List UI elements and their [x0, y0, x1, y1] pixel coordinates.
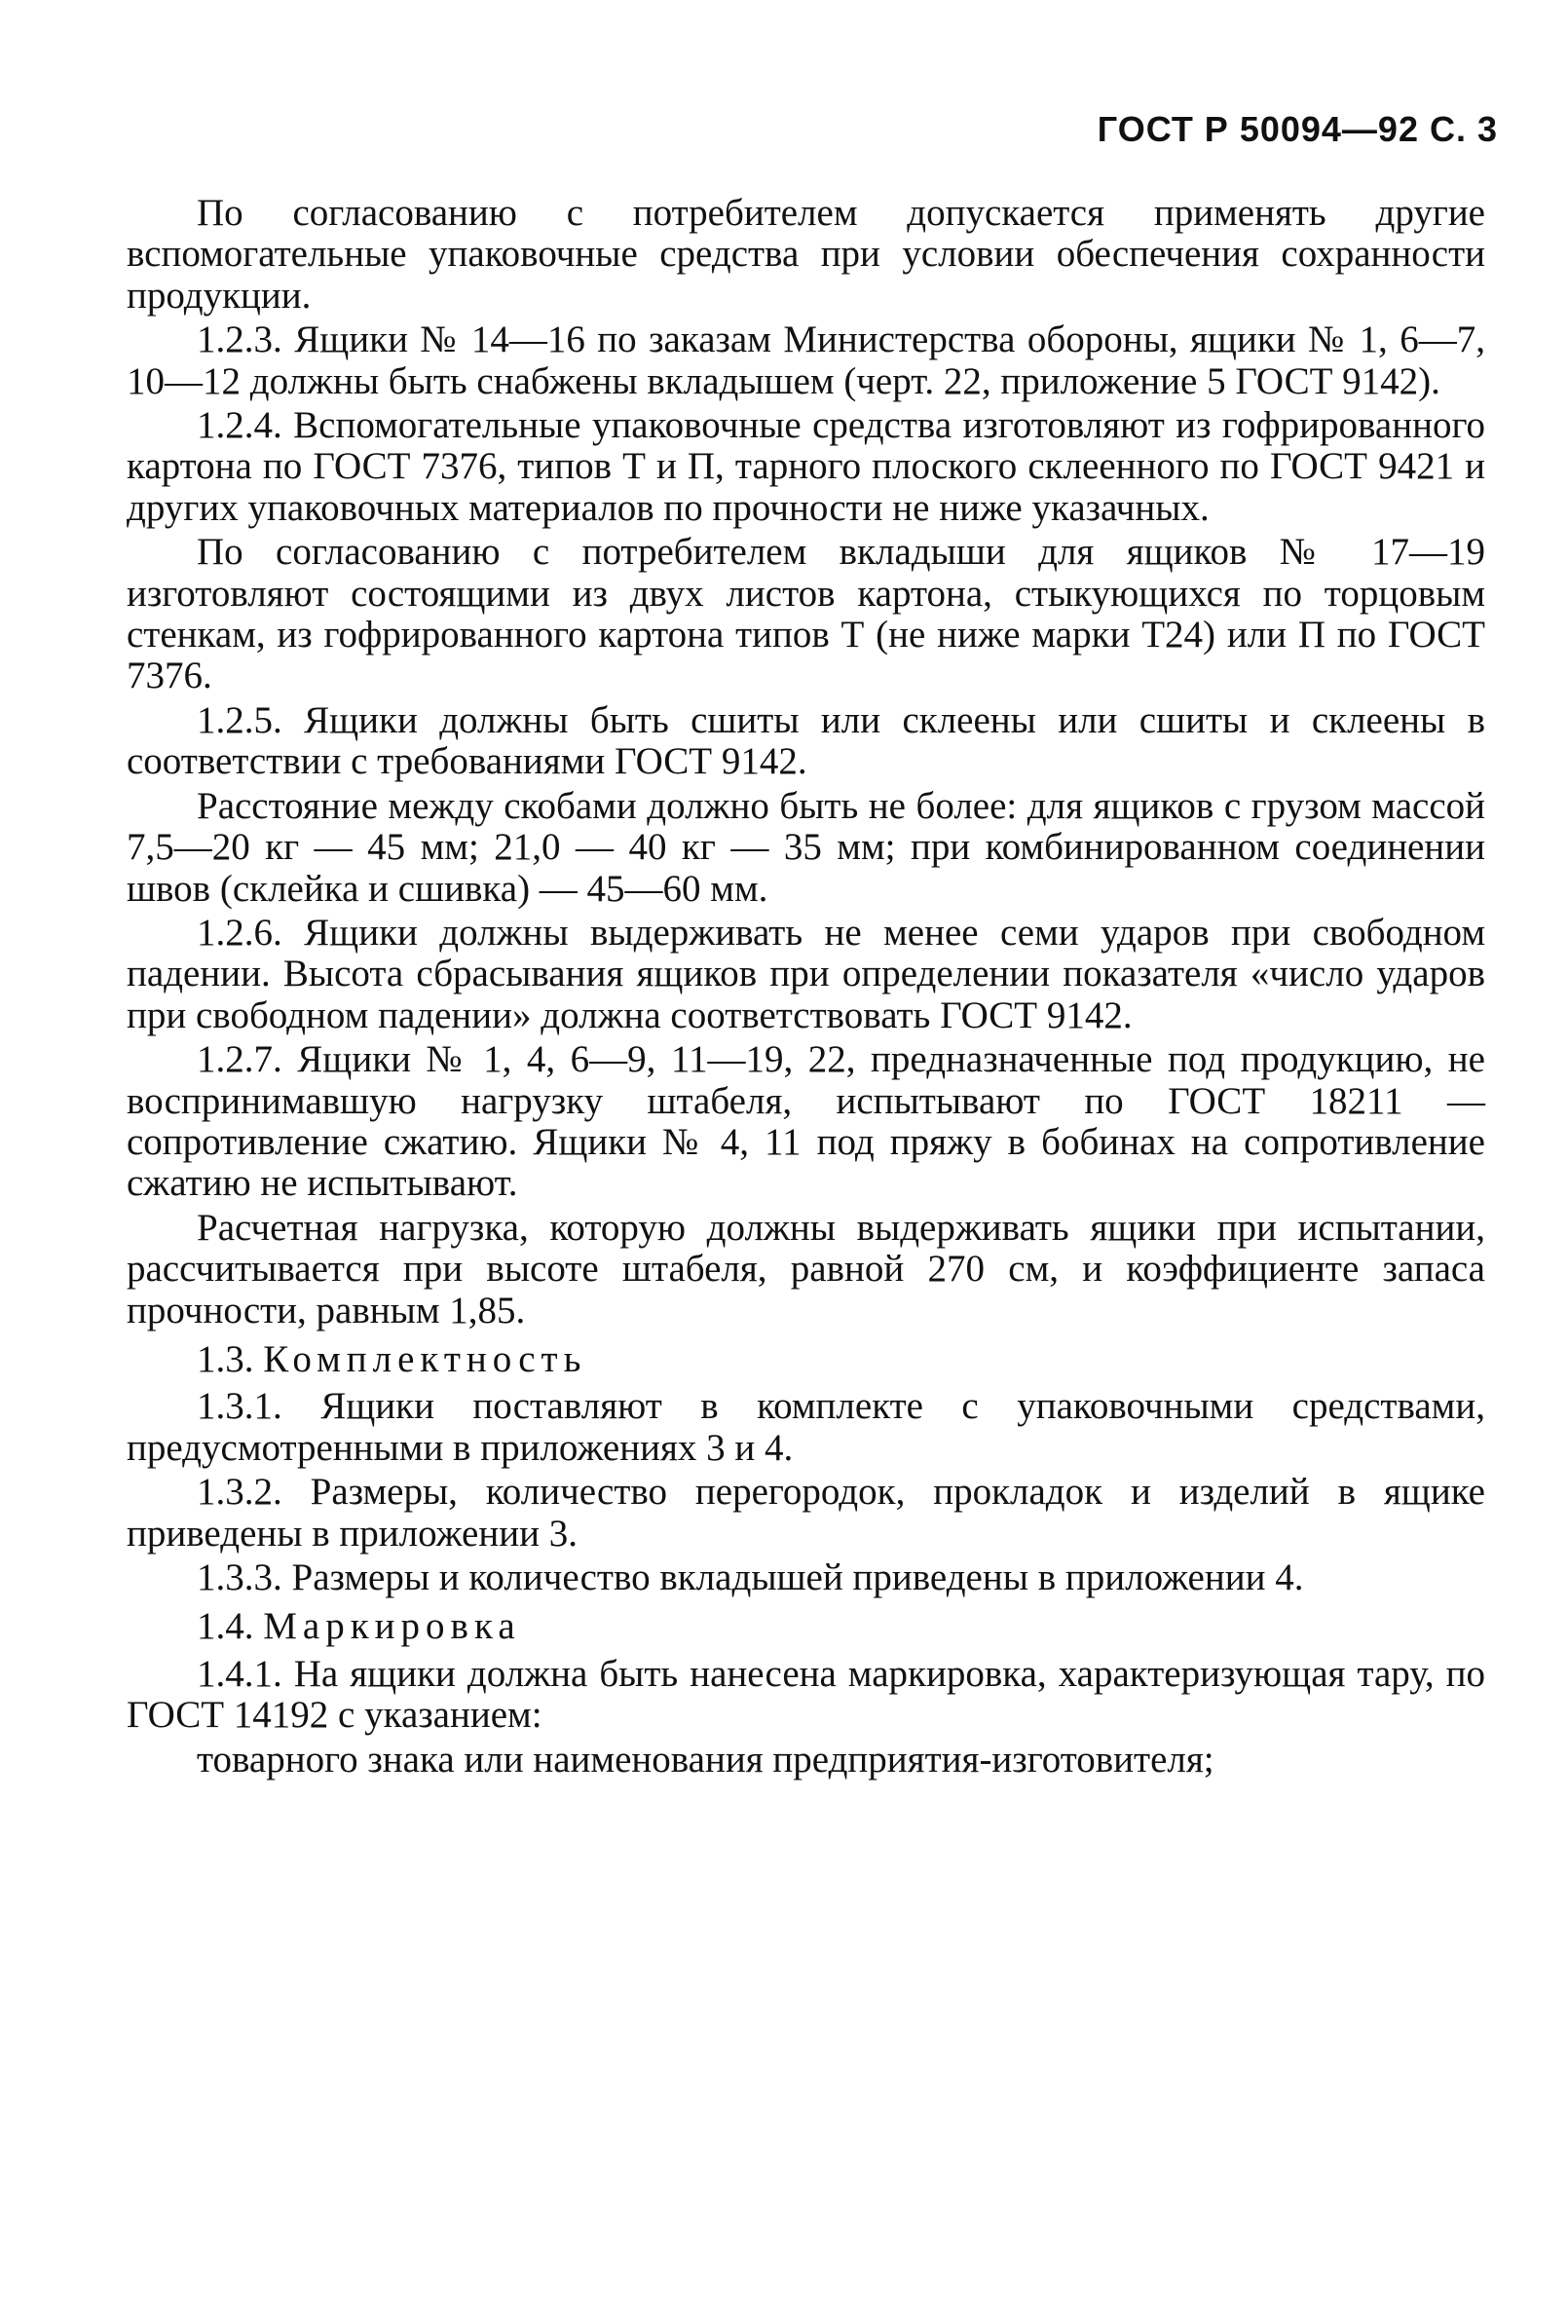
section-number: 1.3. — [197, 1337, 254, 1380]
paragraph-1-2-7: 1.2.7. Ящики № 1, 4, 6—9, 11—19, 22, предназначенные под продукцию, не воспринимавшую нагрузку штабеля, испытывают по ГОСТ 18211 — сопротивление сжатию. Ящики № 4, 11 под пряжу в бобинах на сопротивление сжатию не испытывают. — [127, 1038, 1485, 1205]
paragraph: Расчетная нагрузка, которую должны выдерживать ящики при испытании, рассчитывается при высоте штабеля, равной 270 см, и коэффициенте запаса прочности, равным 1,85. — [127, 1206, 1485, 1331]
paragraph-1-3-2: 1.3.2. Размеры, количество перегородок, прокладок и изделий в ящике приведены в приложении 3. — [127, 1471, 1485, 1555]
paragraph: По согласованию с потребителем допускается применять другие вспомогательные упаковочные средства при условии обеспечения сохранности продукции. — [127, 192, 1485, 317]
paragraph-1-3-1: 1.3.1. Ящики поставляют в комплекте с упаковочными средствами, предусмотренными в приложениях 3 и 4. — [127, 1385, 1485, 1469]
paragraph-1-3-3: 1.3.3. Размеры и количество вкладышей приведены в приложении 4. — [197, 1556, 1304, 1598]
paragraph-1-2-6: 1.2.6. Ящики должны выдерживать не менее семи ударов при свободном падении. Высота сбрасывания ящиков при определении показателя «число ударов при свободном падении» должна соответствовать ГОСТ 9142. — [127, 911, 1485, 1036]
section-heading-1-3 — [127, 1339, 1485, 1380]
paragraph: товарного знака или наименования предприятия-изготовителя; — [197, 1738, 1214, 1780]
document-body — [127, 193, 1485, 1783]
paragraph-1-2-5: 1.2.5. Ящики должны быть сшиты или склеены или сшиты и склеены в соответствии с требованиями ГОСТ 9142. — [127, 698, 1485, 783]
page-header: ГОСТ Р 50094—92 С. 3 — [1097, 109, 1498, 149]
paragraph-1-4-1: 1.4.1. На ящики должна быть нанесена маркировка, характеризующая тару, по ГОСТ 14192 с указанием: — [127, 1652, 1485, 1737]
paragraph-1-2-4: 1.2.4. Вспомогательные упаковочные средства изготовляют из гофрированного картона по ГОСТ 7376, типов Т и П, тарного плоского склеенного по ГОСТ 9421 и других упаковочных материалов по прочности не ниже указачных. — [127, 404, 1485, 529]
section-title: Маркировка — [263, 1605, 521, 1648]
paragraph: По согласованию с потребителем вкладыши для ящиков № 17—19 изготовляют состоящими из двух листов картона, стыкующихся по торцовым стенкам, из гофрированного картона типов Т (не ниже марки Т24) или П по ГОСТ 7376. — [127, 531, 1485, 697]
section-title: Комплектность — [263, 1337, 587, 1380]
section-number: 1.4. — [197, 1605, 254, 1648]
section-heading-1-4 — [127, 1606, 1485, 1647]
paragraph: Расстояние между скобами должно быть не более: для ящиков с грузом массой 7,5—20 кг — 45 мм; 21,0 — 40 кг — 35 мм; при комбинированном соединении швов (склейка и сшивка) — 45—60 мм. — [127, 784, 1485, 910]
paragraph-1-2-3: 1.2.3. Ящики № 14—16 по заказам Министерства обороны, ящики № 1, 6—7, 10—12 должны быть снабжены вкладышем (черт. 22, приложение 5 ГОСТ 9142). — [127, 319, 1485, 402]
